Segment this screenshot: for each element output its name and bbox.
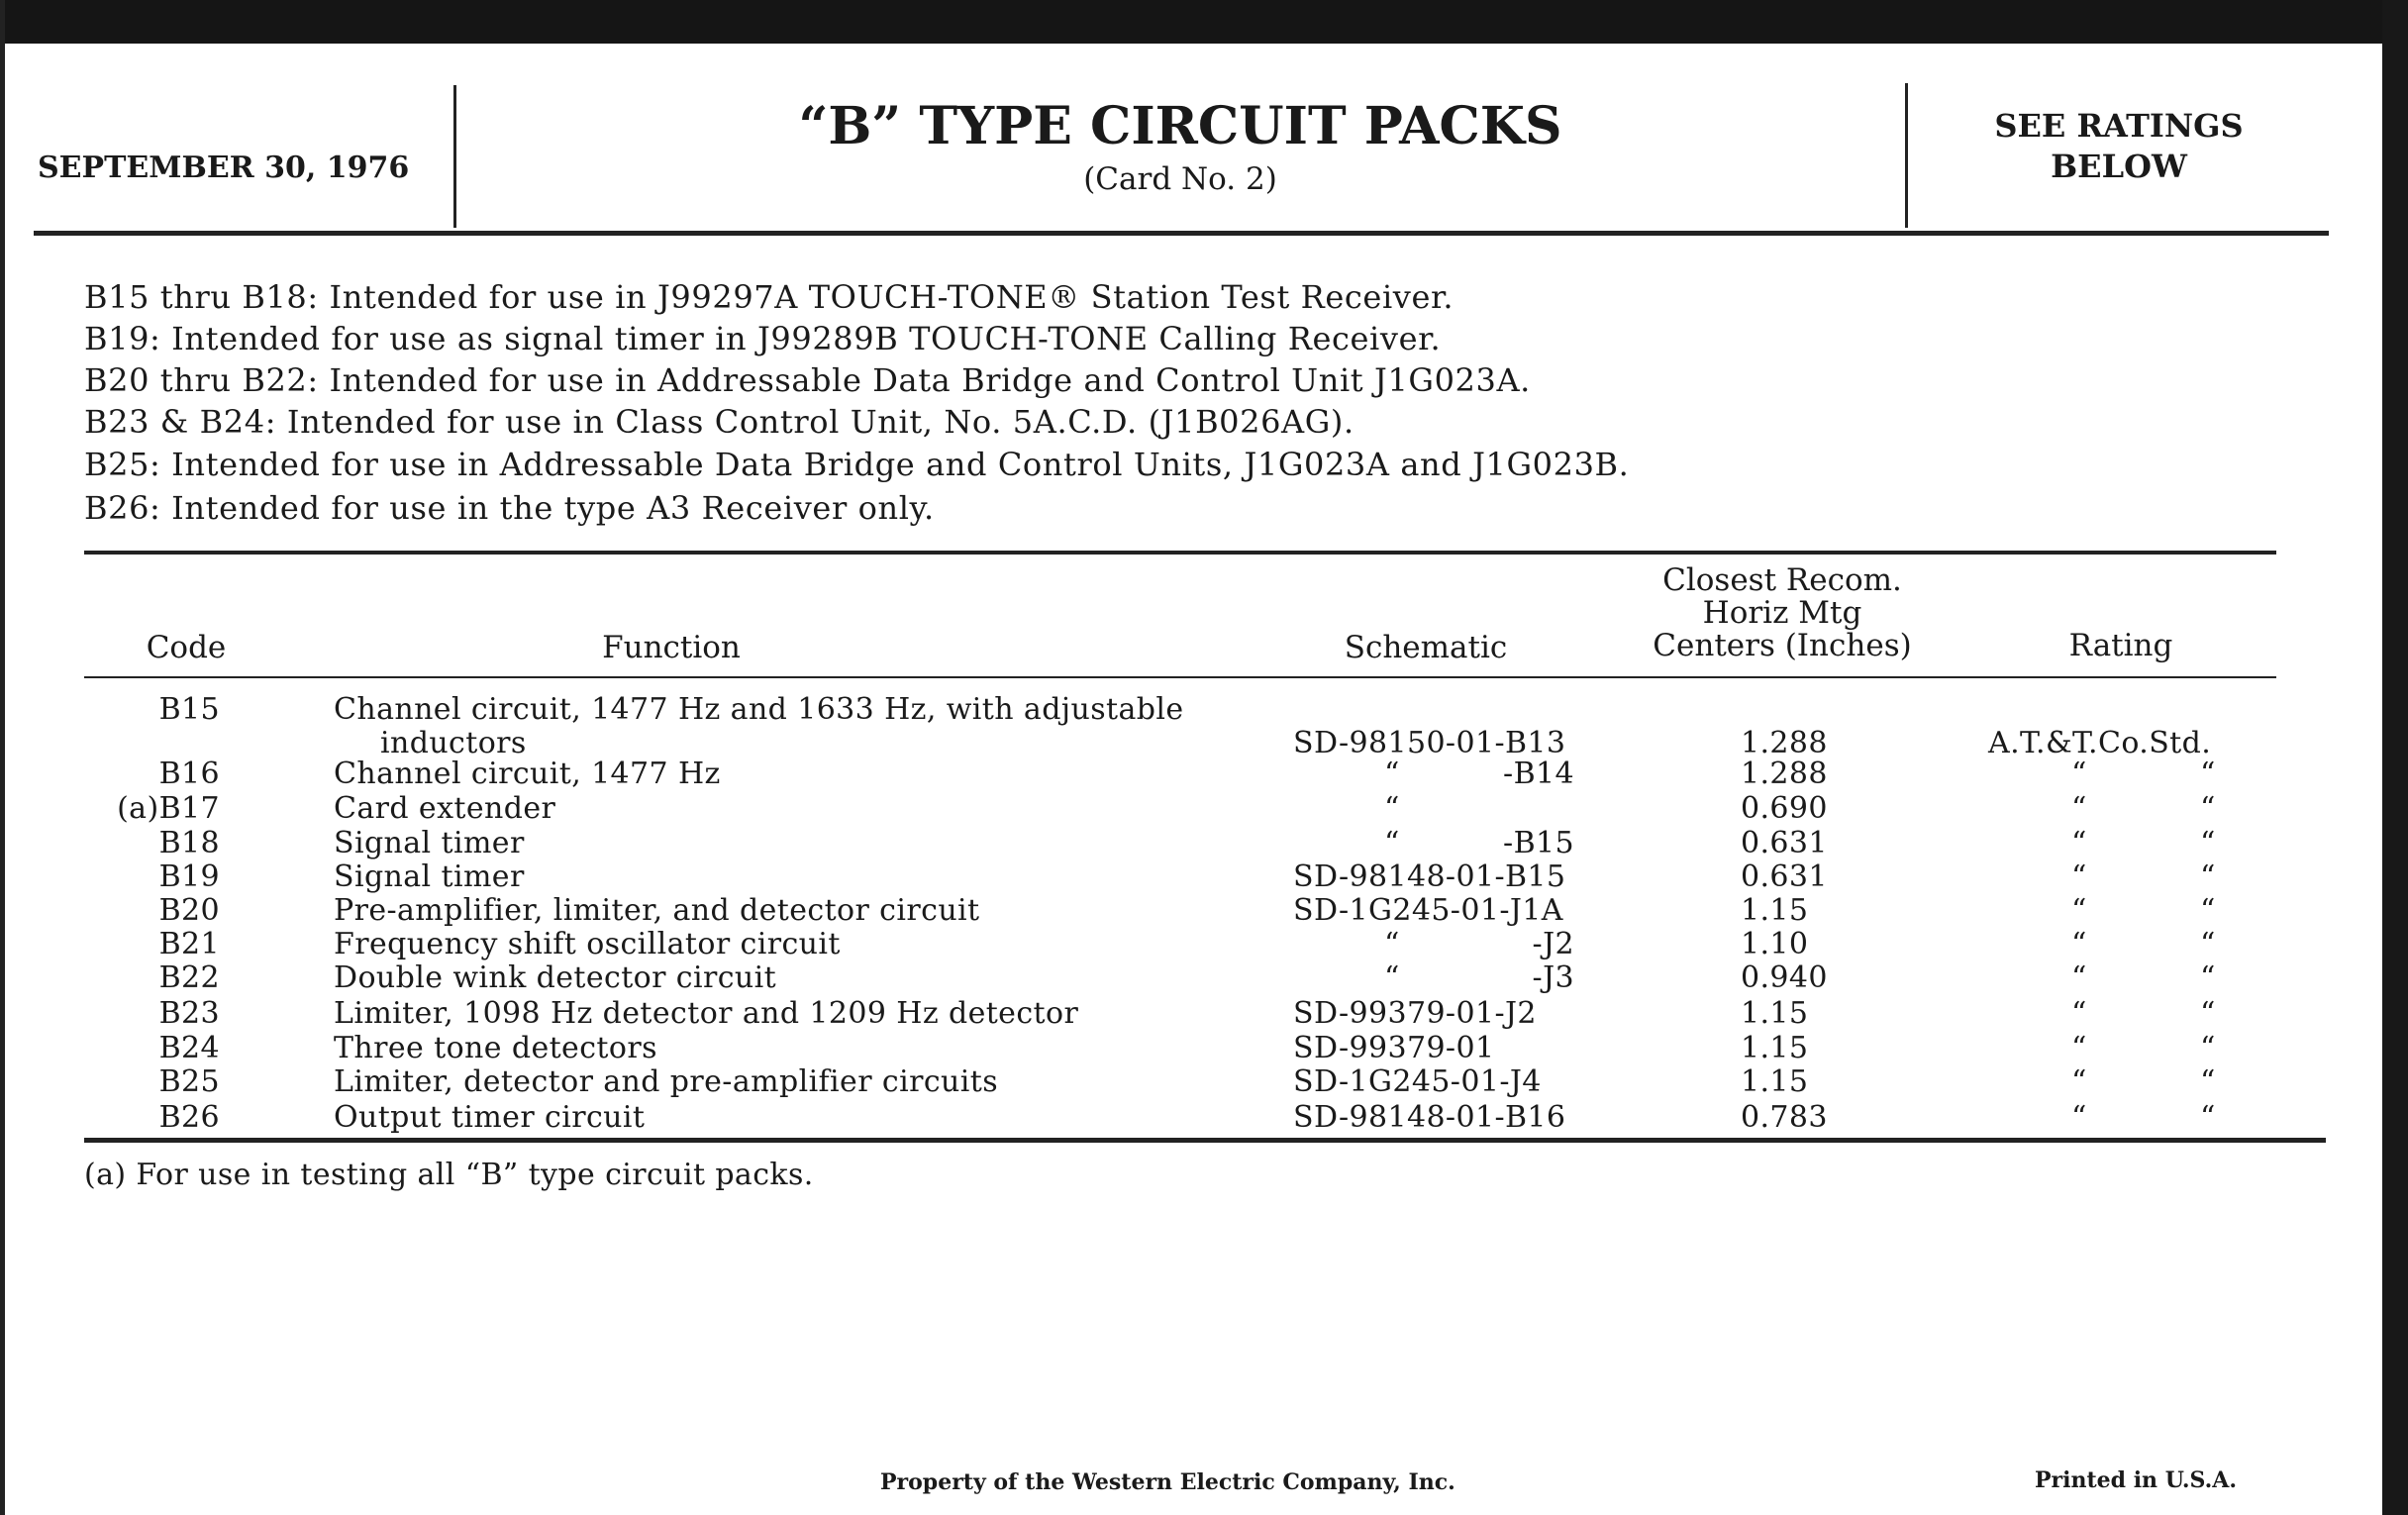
cell-function: Pre-amplifier, limiter, and detector circuit — [334, 893, 980, 928]
cell-schematic-suffix: -B14 — [1503, 757, 1574, 791]
cell-centers: 0.690 — [1741, 791, 1828, 826]
ditto-mark: “ — [2071, 1064, 2087, 1099]
cell-function: Three tone detectors — [334, 1031, 657, 1065]
ditto-mark: “ — [2071, 791, 2087, 826]
header-rating: Rating — [2068, 628, 2173, 663]
scan-border-right — [2382, 0, 2408, 1515]
ditto-mark: “ — [2200, 893, 2216, 928]
header-centers-line2: Horiz Mtg — [1702, 595, 1862, 631]
cell-schematic-suffix: -J3 — [1532, 960, 1574, 995]
cell-code: B19 — [158, 859, 220, 894]
cell-centers: 1.15 — [1741, 1064, 1809, 1099]
cell-code: B23 — [158, 996, 220, 1031]
header-centers-line3: Centers (Inches) — [1653, 628, 1912, 663]
scan-border-left — [0, 0, 5, 1515]
cell-schematic: SD-1G245-01-J4 — [1293, 1064, 1542, 1099]
cell-function: Signal timer — [334, 826, 525, 860]
header-code: Code — [146, 630, 227, 665]
cell-code: B22 — [158, 960, 220, 995]
ditto-mark: “ — [2200, 1064, 2216, 1099]
ditto-mark: “ — [2200, 1031, 2216, 1065]
cell-centers: 1.10 — [1741, 927, 1809, 961]
header-rule — [34, 231, 2329, 236]
cell-function: Card extender — [334, 791, 556, 826]
ditto-mark: “ — [2071, 859, 2087, 894]
cell-function: Limiter, detector and pre-amplifier circuits — [334, 1064, 998, 1099]
cell-function: Frequency shift oscillator circuit — [334, 927, 841, 961]
cell-schematic: SD-99379-01 — [1293, 1031, 1495, 1065]
ditto-mark: “ — [1384, 757, 1400, 791]
cell-function: Output timer circuit — [334, 1100, 646, 1135]
table-bottom-rule — [84, 1138, 2326, 1143]
ditto-mark: “ — [1384, 791, 1400, 826]
table-top-rule — [84, 551, 2276, 555]
ditto-mark: “ — [2200, 791, 2216, 826]
cell-centers: 1.15 — [1741, 1031, 1809, 1065]
cell-function: Double wink detector circuit — [334, 960, 777, 995]
cell-schematic: SD-98150-01-B13 — [1293, 726, 1566, 760]
cell-centers: 0.940 — [1741, 960, 1828, 995]
ditto-mark: “ — [2071, 960, 2087, 995]
cell-code: (a)B17 — [117, 791, 220, 826]
note-line: B26: Intended for use in the type A3 Receiver only. — [84, 489, 935, 527]
table-header-rule — [84, 676, 2276, 678]
ditto-mark: “ — [2200, 859, 2216, 894]
ditto-mark: “ — [2071, 996, 2087, 1031]
note-line: B15 thru B18: Intended for use in J99297A TOUCH-TONE® Station Test Receiver. — [84, 278, 1455, 316]
ditto-mark: “ — [2071, 1031, 2087, 1065]
cell-schematic: SD-99379-01-J2 — [1293, 996, 1537, 1031]
ditto-mark: “ — [1384, 826, 1400, 860]
cell-code: B18 — [158, 826, 220, 860]
ditto-mark: “ — [2071, 757, 2087, 791]
cell-code: B20 — [158, 893, 220, 928]
cell-function-continued: inductors — [380, 726, 527, 760]
cell-centers: 1.15 — [1741, 996, 1809, 1031]
ditto-mark: “ — [2071, 893, 2087, 928]
note-line: B19: Intended for use as signal timer in J99289B TOUCH-TONE Calling Receiver. — [84, 320, 1442, 357]
property-notice: Property of the Western Electric Company, Inc. — [880, 1469, 1455, 1495]
cell-code: B21 — [158, 927, 220, 961]
cell-schematic: SD-98148-01-B15 — [1293, 859, 1566, 894]
ditto-mark: “ — [2071, 1100, 2087, 1135]
cell-centers: 1.288 — [1741, 757, 1828, 791]
cell-centers: 1.15 — [1741, 893, 1809, 928]
header-divider-right — [1905, 83, 1908, 228]
note-line: B25: Intended for use in Addressable Data Bridge and Control Units, J1G023A and J1G023B. — [84, 446, 1630, 483]
cell-code: B16 — [158, 757, 220, 791]
ditto-mark: “ — [2200, 960, 2216, 995]
scan-border-top — [0, 0, 2408, 44]
cell-code: B25 — [158, 1064, 220, 1099]
cell-centers: 0.631 — [1741, 859, 1828, 894]
cell-schematic: SD-1G245-01-J1A — [1293, 893, 1563, 928]
ditto-mark: “ — [2071, 927, 2087, 961]
header-schematic: Schematic — [1344, 630, 1508, 665]
header-function: Function — [602, 630, 741, 665]
cell-schematic: SD-98148-01-B16 — [1293, 1100, 1566, 1135]
note-line: B23 & B24: Intended for use in Class Control Unit, No. 5A.C.D. (J1B026AG). — [84, 403, 1354, 441]
ratings-note-line1: SEE RATINGS — [1994, 107, 2244, 145]
ditto-mark: “ — [2200, 927, 2216, 961]
ratings-note-line2: BELOW — [2051, 148, 2187, 185]
cell-code: B15 — [158, 692, 220, 727]
issue-date: SEPTEMBER 30, 1976 — [38, 151, 410, 185]
cell-function: Channel circuit, 1477 Hz — [334, 757, 721, 791]
cell-centers: 0.631 — [1741, 826, 1828, 860]
ditto-mark: “ — [2071, 826, 2087, 860]
note-line: B20 thru B22: Intended for use in Addressable Data Bridge and Control Unit J1G023A. — [84, 361, 1531, 399]
cell-code: B26 — [158, 1100, 220, 1135]
cell-schematic-suffix: -B15 — [1503, 826, 1574, 860]
ditto-mark: “ — [1384, 927, 1400, 961]
ditto-mark: “ — [2200, 826, 2216, 860]
cell-rating: A.T.&T.Co.Std. — [1988, 726, 2212, 760]
cell-code: B24 — [158, 1031, 220, 1065]
ditto-mark: “ — [2200, 996, 2216, 1031]
cell-function: Channel circuit, 1477 Hz and 1633 Hz, with adjustable — [334, 692, 1184, 727]
ditto-mark: “ — [2200, 757, 2216, 791]
cell-centers: 1.288 — [1741, 726, 1828, 760]
ditto-mark: “ — [1384, 960, 1400, 995]
cell-function: Signal timer — [334, 859, 525, 894]
header-centers-line1: Closest Recom. — [1662, 562, 1902, 598]
cell-function: Limiter, 1098 Hz detector and 1209 Hz detector — [334, 996, 1079, 1031]
printed-in: Printed in U.S.A. — [2035, 1467, 2238, 1493]
card-number: (Card No. 2) — [1083, 161, 1277, 197]
cell-schematic-suffix: -J2 — [1532, 927, 1574, 961]
ditto-mark: “ — [2200, 1100, 2216, 1135]
cell-centers: 0.783 — [1741, 1100, 1828, 1135]
page-title: “B” TYPE CIRCUIT PACKS — [798, 96, 1562, 156]
footnote: (a) For use in testing all “B” type circuit packs. — [84, 1158, 814, 1192]
